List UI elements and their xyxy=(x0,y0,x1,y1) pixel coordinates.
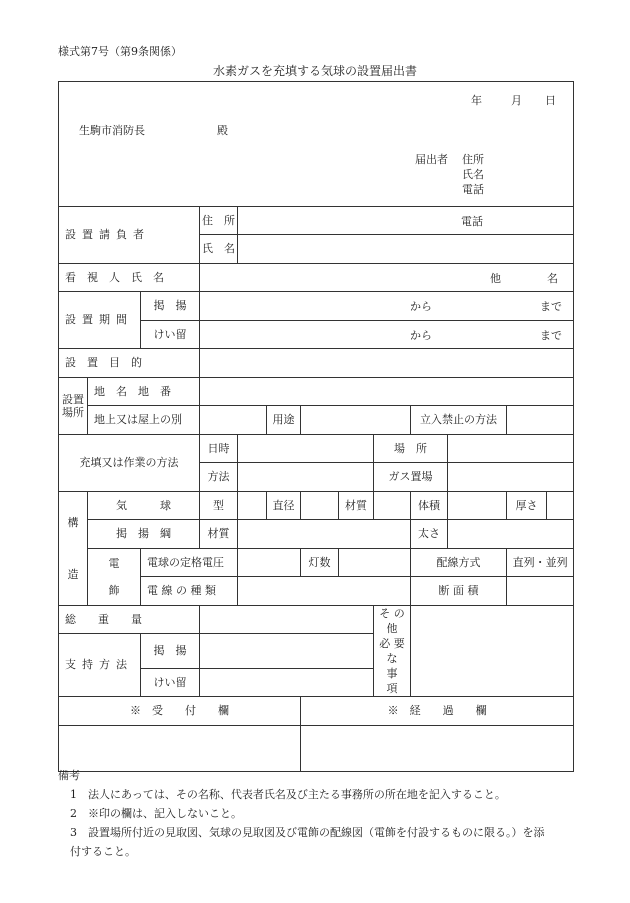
other-field[interactable] xyxy=(411,606,574,697)
use-field[interactable] xyxy=(301,406,411,435)
period-moor-label: けい留 xyxy=(141,321,200,349)
material-label: 材質 xyxy=(339,492,374,520)
type-field[interactable] xyxy=(238,492,267,520)
rope-material-field[interactable] xyxy=(238,520,411,549)
restriction-label: 立入禁止の方法 xyxy=(411,406,507,435)
contractor-phone-label: 電話 xyxy=(461,215,483,228)
total-weight-label: 総 重 量 xyxy=(59,606,200,634)
thickness-label: 厚さ xyxy=(507,492,547,520)
year-label: 年 xyxy=(471,94,482,107)
other-label-a: そ の 他 xyxy=(379,607,405,635)
structure-label xyxy=(59,492,88,606)
others-label: 他 xyxy=(490,272,501,285)
wire-type-label: 電 線 の 種 類 xyxy=(141,577,238,606)
support-label: 支持方法 xyxy=(59,634,141,697)
reception-label: ※ 受 付 欄 xyxy=(59,697,301,726)
use-label: 用途 xyxy=(267,406,301,435)
wire-type-field[interactable] xyxy=(238,577,411,606)
cross-section-label: 断 面 積 xyxy=(411,577,507,606)
period-raise-from: から xyxy=(410,300,432,313)
notification-form xyxy=(58,81,574,772)
volume-label: 体積 xyxy=(411,492,448,520)
material-field[interactable] xyxy=(374,492,411,520)
location-field[interactable] xyxy=(448,435,574,463)
rope-material-label: 材質 xyxy=(200,520,238,549)
decoration-label-b: 飾 xyxy=(108,583,120,597)
wiring-label: 配線方式 xyxy=(411,549,507,577)
progress-label: ※ 経 過 欄 xyxy=(301,697,574,726)
voltage-label: 電球の定格電圧 xyxy=(141,549,238,577)
diameter-label: 直径 xyxy=(267,492,301,520)
voltage-field[interactable] xyxy=(238,549,301,577)
lot-label: 地 名 地 番 xyxy=(88,378,200,406)
structure-label-a: 構 xyxy=(67,515,79,529)
note-3: 3 設置場所付近の見取図、気球の見取図及び電飾の配線図（電飾を付設するものに限る。）を添 xyxy=(70,826,545,839)
gas-storage-field[interactable] xyxy=(448,463,574,492)
form-number: 様式第7号（第9条関係） xyxy=(58,45,182,58)
structure-label-b: 造 xyxy=(67,568,79,582)
note-3-continued: 付すること。 xyxy=(70,845,136,858)
place-label-a: 設置 xyxy=(62,392,84,406)
balloon-label: 気 球 xyxy=(88,492,200,520)
purpose-label: 設 置 目 的 xyxy=(59,349,200,378)
day-label: 日 xyxy=(545,94,556,107)
method-label: 方法 xyxy=(200,463,238,492)
total-weight-field[interactable] xyxy=(200,606,374,634)
decoration-label xyxy=(88,549,141,606)
period-moor-from: から xyxy=(410,329,432,342)
other-label xyxy=(374,606,420,697)
contractor-label: 設置請負者 xyxy=(59,207,200,264)
ground-roof-field[interactable] xyxy=(200,406,267,435)
period-raise-field[interactable] xyxy=(200,292,574,321)
rope-label: 掲 揚 綱 xyxy=(88,520,200,549)
watcher-label: 看 視 人 氏 名 xyxy=(59,264,200,292)
restriction-field[interactable] xyxy=(507,406,574,435)
contractor-name-field[interactable] xyxy=(238,235,574,264)
place-label-b: 場所 xyxy=(62,406,84,419)
support-raise-field[interactable] xyxy=(200,634,374,669)
rope-thickness-field[interactable] xyxy=(448,520,574,549)
period-moor-field[interactable] xyxy=(200,321,574,349)
decoration-label-a: 電 xyxy=(108,557,120,571)
notifier-name-label: 氏名 xyxy=(462,168,484,181)
support-moor-field[interactable] xyxy=(200,669,374,697)
datetime-label: 日時 xyxy=(200,435,238,463)
support-raise-label: 掲 揚 xyxy=(141,634,200,669)
period-moor-until: まで xyxy=(540,329,562,342)
diameter-field[interactable] xyxy=(301,492,339,520)
datetime-field[interactable] xyxy=(238,435,374,463)
period-label: 設置期間 xyxy=(59,292,141,349)
month-label: 月 xyxy=(511,94,522,107)
contractor-name-label: 氏 名 xyxy=(200,235,238,264)
notifier-label: 届出者 xyxy=(415,153,448,166)
progress-field xyxy=(301,726,574,772)
bulbs-field[interactable] xyxy=(339,549,411,577)
gas-storage-label: ガス置場 xyxy=(374,463,448,492)
reception-field xyxy=(59,726,301,772)
purpose-field[interactable] xyxy=(200,349,574,378)
method-field[interactable] xyxy=(238,463,374,492)
notifier-address-label: 住所 xyxy=(462,153,484,166)
note-2: 2 ※印の欄は、記入しないこと。 xyxy=(70,807,242,820)
contractor-address-label: 住 所 xyxy=(200,207,238,235)
note-1: 1 法人にあっては、その名称、代表者氏名及び主たる事務所の所在地を記入すること。 xyxy=(70,788,506,801)
rope-thickness-label: 太さ xyxy=(411,520,448,549)
location-label: 場 所 xyxy=(374,435,448,463)
header-box xyxy=(59,82,574,207)
volume-field[interactable] xyxy=(448,492,507,520)
other-label-c: 事 項 xyxy=(386,667,420,695)
type-label: 型 xyxy=(200,492,238,520)
notes xyxy=(58,766,578,861)
other-label-b: 必 要 な xyxy=(379,637,405,665)
place-label xyxy=(59,378,88,435)
people-label: 名 xyxy=(547,272,558,285)
cross-section-field[interactable] xyxy=(507,577,574,606)
lot-field[interactable] xyxy=(200,378,574,406)
support-moor-label: けい留 xyxy=(141,669,200,697)
notifier-phone-label: 電話 xyxy=(462,183,484,196)
period-raise-until: まで xyxy=(540,300,562,313)
notes-heading: 備考 xyxy=(58,769,80,782)
honorific: 殿 xyxy=(217,124,228,137)
filling-label: 充填又は作業の方法 xyxy=(59,435,200,492)
wiring-value[interactable]: 直列・並列 xyxy=(507,549,574,577)
contractor-address-field[interactable] xyxy=(238,207,574,235)
addressee: 生駒市消防長 xyxy=(79,124,145,137)
page-title: 水素ガスを充填する気球の設置届出書 xyxy=(212,64,417,78)
ground-roof-label: 地上又は屋上の別 xyxy=(88,406,200,435)
watcher-field[interactable] xyxy=(200,264,574,292)
period-raise-label: 掲 揚 xyxy=(141,292,200,321)
thickness-field[interactable] xyxy=(547,492,574,520)
bulbs-label: 灯数 xyxy=(301,549,339,577)
